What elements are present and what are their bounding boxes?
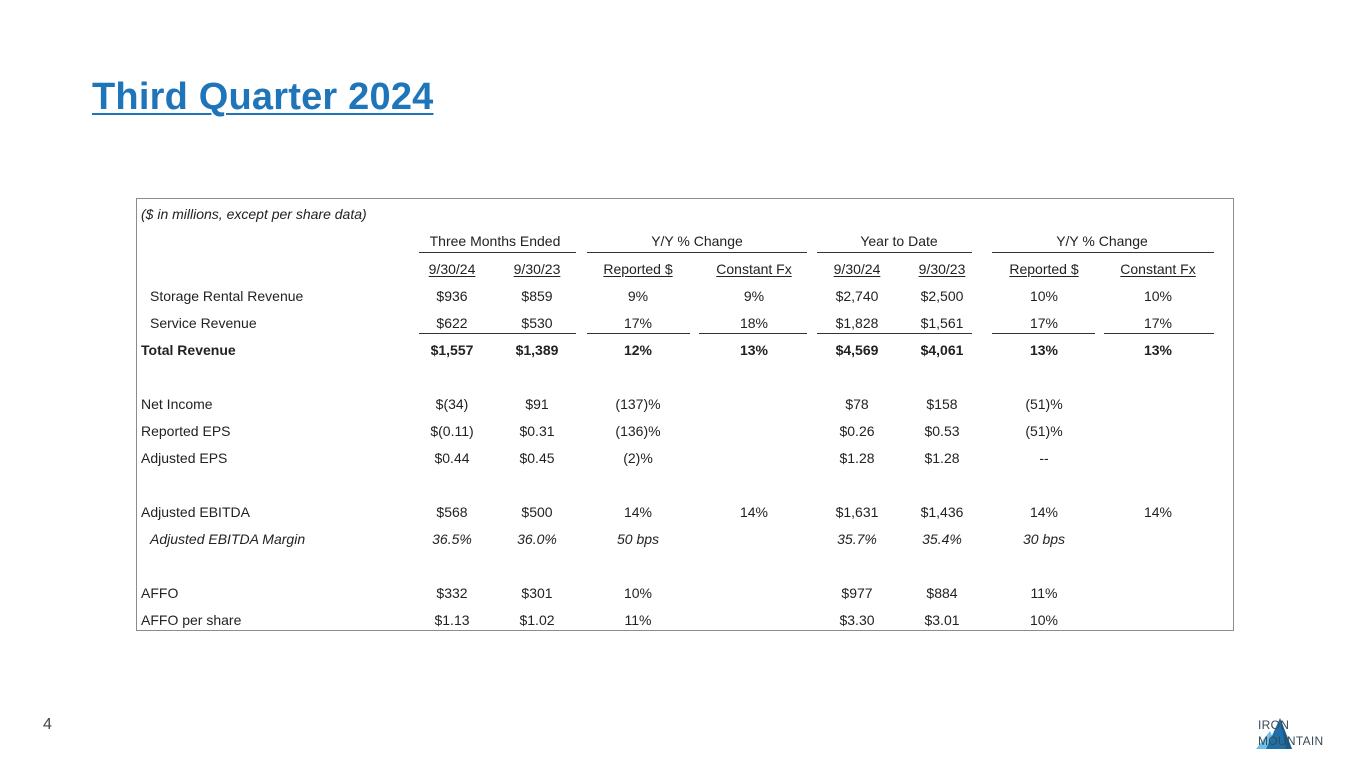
table-cell: $1,828 (835, 315, 879, 331)
table-cell: (51)% (1025, 396, 1063, 412)
table-cell: 10% (1029, 288, 1059, 304)
row-label: AFFO per share (141, 612, 242, 628)
table-cell: (2)% (623, 450, 653, 466)
table-cell: $1,436 (920, 504, 964, 520)
table-cell: $859 (521, 288, 553, 304)
slide-title: Third Quarter 2024 (92, 76, 434, 118)
rule-subtotal-q-reported (587, 333, 690, 334)
rule-subtotal-ytd (817, 333, 972, 334)
row-label: AFFO (141, 585, 179, 601)
rule-yy-change-ytd (992, 252, 1214, 253)
table-cell: 11% (1030, 585, 1058, 601)
col-header-ytd-2023: 9/30/23 (918, 261, 966, 277)
financial-summary-table (136, 198, 1234, 631)
rule-three-months (419, 252, 576, 253)
table-cell: $1,631 (835, 504, 879, 520)
row-label: Reported EPS (141, 423, 231, 439)
col-header-q-2023: 9/30/23 (513, 261, 561, 277)
table-cell: 17% (1029, 315, 1059, 331)
logo-wordmark (1258, 717, 1324, 749)
table-cell: $(34) (435, 396, 469, 412)
table-cell: 35.4% (922, 531, 962, 547)
rule-subtotal-q (419, 333, 576, 334)
table-cell: $1,561 (920, 315, 964, 331)
table-cell: 35.7% (837, 531, 877, 547)
table-cell: $1.02 (519, 612, 555, 628)
table-cell: 10% (1029, 612, 1059, 628)
table-cell: $1,389 (515, 342, 559, 358)
table-cell: 13% (1143, 342, 1173, 358)
table-cell: $78 (845, 396, 869, 412)
col-header-ytd-reported: Reported $ (1009, 261, 1079, 277)
row-label: Storage Rental Revenue (150, 288, 304, 304)
table-cell: $1.28 (924, 450, 960, 466)
table-cell: 17% (1143, 315, 1173, 331)
table-cell: 36.0% (517, 531, 557, 547)
group-header-yy-change-quarter: Y/Y % Change (651, 233, 743, 249)
table-cell: 14% (1029, 504, 1059, 520)
table-cell: $568 (436, 504, 468, 520)
table-cell: $4,569 (835, 342, 879, 358)
rule-subtotal-q-constant (699, 333, 807, 334)
row-label: Total Revenue (141, 342, 236, 358)
group-header-yy-change-ytd: Y/Y % Change (1056, 233, 1148, 249)
table-cell: (136)% (615, 423, 661, 439)
table-cell: 36.5% (432, 531, 472, 547)
table-cell: 12% (623, 342, 653, 358)
rule-yy-change-quarter (587, 252, 807, 253)
table-cell: $3.01 (924, 612, 960, 628)
group-header-year-to-date: Year to Date (860, 233, 938, 249)
table-cell: $3.30 (839, 612, 875, 628)
col-header-ytd-2024: 9/30/24 (833, 261, 881, 277)
table-cell: 9% (627, 288, 649, 304)
row-label: Adjusted EPS (141, 450, 228, 466)
table-cell: $91 (525, 396, 549, 412)
table-cell: $936 (436, 288, 468, 304)
table-cell: $622 (436, 315, 468, 331)
table-cell: $1,557 (430, 342, 474, 358)
table-cell: $332 (436, 585, 468, 601)
table-cell: $530 (521, 315, 553, 331)
table-cell: $4,061 (920, 342, 964, 358)
table-cell: 30 bps (1022, 531, 1066, 547)
table-cell: 50 bps (616, 531, 660, 547)
table-cell: 14% (739, 504, 769, 520)
table-cell: $2,740 (835, 288, 879, 304)
table-cell: 10% (623, 585, 653, 601)
row-label: Adjusted EBITDA (141, 504, 250, 520)
table-cell: 11% (624, 612, 652, 628)
table-cell: $500 (521, 504, 553, 520)
col-header-q-reported: Reported $ (603, 261, 673, 277)
page-number: 4 (43, 716, 52, 733)
table-cell: $0.26 (839, 423, 875, 439)
table-cell: $158 (926, 396, 958, 412)
table-cell: $884 (926, 585, 958, 601)
table-cell: $977 (841, 585, 873, 601)
rule-subtotal-ytd-constant (1104, 333, 1214, 334)
rule-year-to-date (817, 252, 972, 253)
table-cell: (51)% (1025, 423, 1063, 439)
table-cell: 14% (1143, 504, 1173, 520)
rule-subtotal-ytd-reported (992, 333, 1095, 334)
table-cell: $(0.11) (430, 423, 474, 439)
col-header-ytd-constant-fx: Constant Fx (1120, 261, 1196, 277)
table-cell: $0.31 (519, 423, 555, 439)
col-header-q-constant-fx: Constant Fx (716, 261, 792, 277)
row-label: Net Income (141, 396, 213, 412)
col-header-q-2024: 9/30/24 (428, 261, 476, 277)
table-cell: $0.44 (434, 450, 470, 466)
group-header-three-months: Three Months Ended (429, 233, 561, 249)
table-cell: $1.28 (839, 450, 875, 466)
table-cell: 14% (623, 504, 653, 520)
table-cell: 9% (743, 288, 765, 304)
table-cell: $0.53 (924, 423, 960, 439)
row-label: Adjusted EBITDA Margin (150, 531, 306, 547)
table-cell: 18% (739, 315, 769, 331)
table-cell: 13% (1029, 342, 1059, 358)
table-cell: $301 (521, 585, 553, 601)
table-cell: $1.13 (434, 612, 470, 628)
logo-line-1: IRON (1258, 718, 1290, 732)
table-cell: (137)% (615, 396, 661, 412)
table-cell: -- (1039, 450, 1049, 466)
table-cell: $2,500 (920, 288, 964, 304)
table-cell: 17% (623, 315, 653, 331)
row-label: Service Revenue (150, 315, 257, 331)
table-cell: $0.45 (519, 450, 555, 466)
table-cell: 10% (1143, 288, 1173, 304)
logo-line-2: MOUNTAIN (1258, 734, 1324, 748)
table-note: ($ in millions, except per share data) (141, 206, 367, 222)
table-cell: 13% (739, 342, 769, 358)
